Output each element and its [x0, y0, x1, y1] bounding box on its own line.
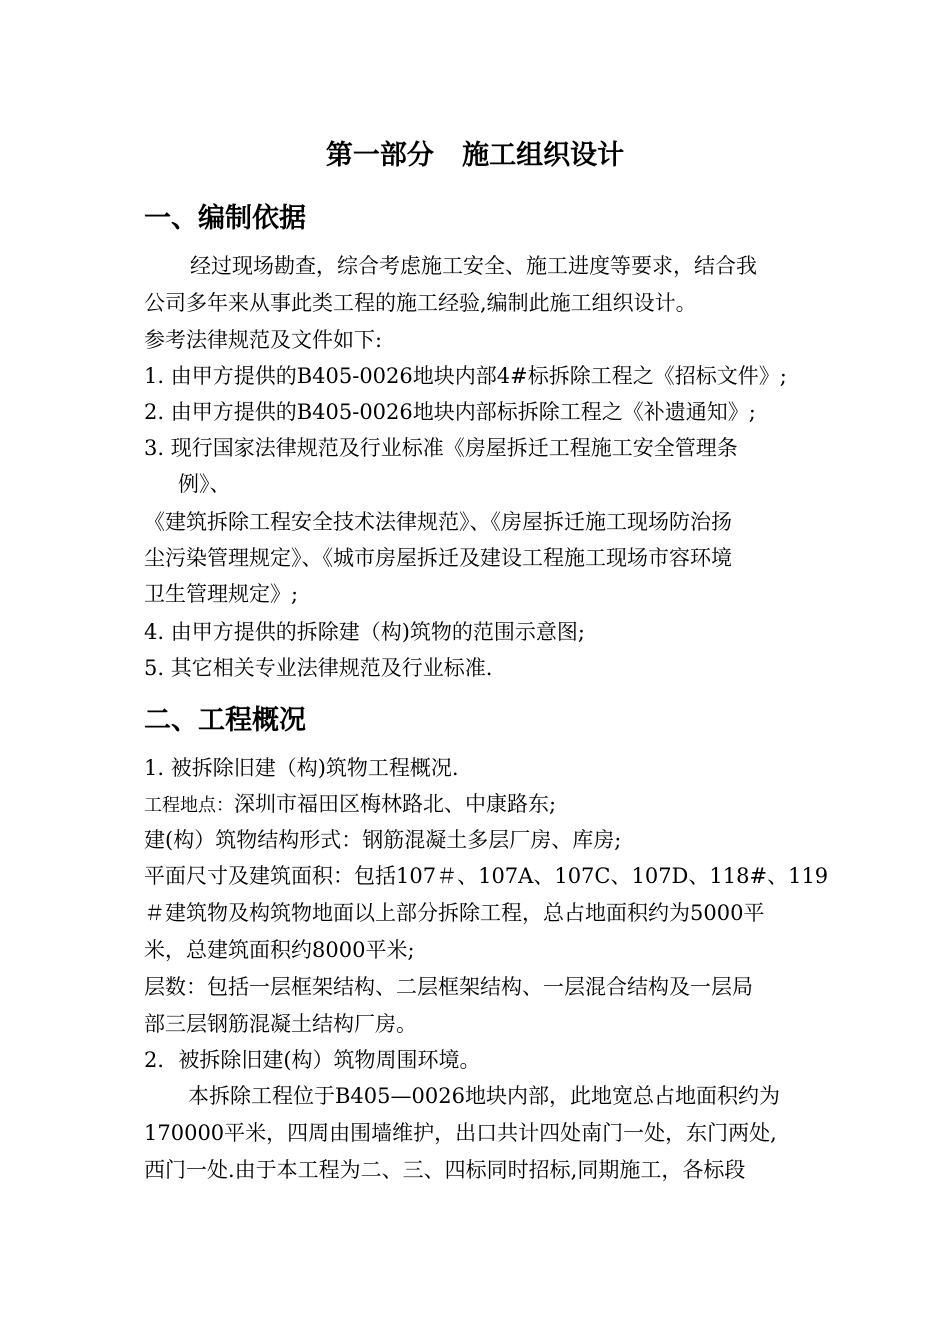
location-line: [144, 789, 556, 821]
location-value: 深圳市福田区梅林路北、中康路东;: [234, 792, 557, 816]
paragraph-line: 170000平米，四周由围墙维护，出口共计四处南门一处，东门两处,: [144, 1121, 777, 1145]
area-line: ＃建筑物及构筑物地面以上部分拆除工程，总占地面积约为5000平: [144, 901, 765, 925]
list-item: 2. 由甲方提供的B405-0026地块内部标拆除工程之《补遗通知》;: [144, 400, 756, 424]
page-title: 第一部分 施工组织设计: [325, 140, 625, 171]
subsection-title: 1. 被拆除旧建（构)筑物工程概况.: [144, 756, 459, 780]
paragraph-line: 经过现场勘查，综合考虑施工安全、施工进度等要求，结合我: [190, 254, 757, 278]
section-heading-basis: 一、编制依据: [144, 203, 306, 234]
paragraph-line: 本拆除工程位于B405—0026地块内部，此地宽总占地面积约为: [188, 1084, 780, 1108]
location-label: 工程地点：: [144, 795, 234, 816]
list-item-continuation: 例》、: [178, 472, 231, 496]
floors-line: 层数：包括一层框架结构、二层框架结构、一层混合结构及一层局: [144, 975, 753, 999]
area-line: 米，总建筑面积约8000平米;: [144, 938, 415, 962]
paragraph-line: 公司多年来从事此类工程的施工经验,编制此施工组织设计。: [144, 291, 697, 315]
list-item-continuation: 尘污染管理规定》、《城市房屋拆迁及建设工程施工现场市容环境: [144, 546, 732, 570]
area-line: 平面尺寸及建筑面积：包括107＃、107A、107C、107D、118#、119: [144, 864, 829, 888]
subsection-title: 2．被拆除旧建(构）筑物周围环境。: [144, 1048, 481, 1072]
structure-line: 建(构）筑物结构形式：钢筋混凝土多层厂房、库房;: [144, 828, 622, 852]
list-item: 4. 由甲方提供的拆除建（构)筑物的范围示意图;: [144, 620, 585, 644]
list-item: 5. 其它相关专业法律规范及行业标准.: [144, 656, 493, 680]
list-item-continuation: 《建筑拆除工程安全技术法律规范》、《房屋拆迁施工现场防治扬: [144, 510, 732, 534]
paragraph-line: 西门一处.由于本工程为二、三、四标同时招标,同期施工，各标段: [144, 1158, 746, 1182]
section-heading-overview: 二、工程概况: [144, 705, 306, 736]
references-intro: 参考法律规范及文件如下:: [144, 328, 383, 352]
list-item-continuation: 卫生管理规定》;: [144, 582, 299, 606]
floors-line: 部三层钢筋混凝土结构厂房。: [144, 1012, 417, 1036]
list-item: 1. 由甲方提供的B405-0026地块内部4#标拆除工程之《招标文件》;: [144, 364, 787, 388]
list-item: 3. 现行国家法律规范及行业标准《房屋拆迁工程施工安全管理条: [144, 436, 738, 460]
